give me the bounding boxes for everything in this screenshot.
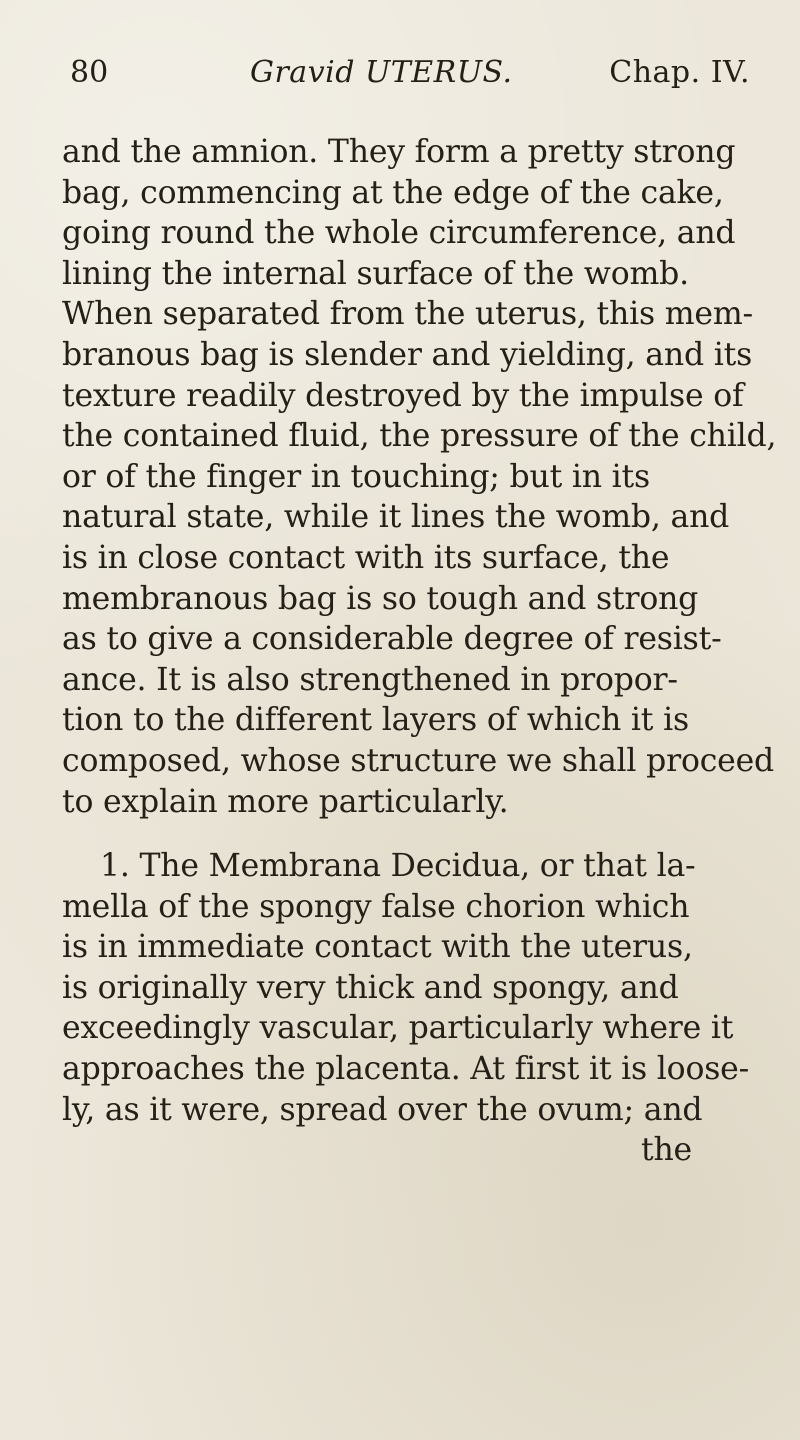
paragraph-2 bbox=[62, 846, 752, 1130]
text-line: exceedingly vascular, particularly where it bbox=[62, 1010, 734, 1047]
text-line: is originally very thick and spongy, and bbox=[62, 969, 679, 1006]
catchword: the bbox=[641, 1132, 692, 1169]
paragraph-gap bbox=[62, 822, 752, 846]
text-line: to explain more particularly. bbox=[62, 783, 509, 820]
text-line: texture readily destroyed by the impulse of bbox=[62, 377, 744, 414]
text-line: or of the finger in touching; but in its bbox=[62, 458, 650, 495]
text-line: ance. It is also strengthened in propor- bbox=[62, 661, 678, 698]
text-line: as to give a considerable degree of resist- bbox=[62, 621, 722, 658]
text-line: When separated from the uterus, this mem- bbox=[62, 296, 753, 333]
text-line: composed, whose structure we shall proceed bbox=[62, 742, 774, 779]
chapter-heading: Chap. IV. bbox=[609, 55, 750, 90]
text-line: is in close contact with its surface, the bbox=[62, 539, 670, 576]
text-line: tion to the different layers of which it is bbox=[62, 702, 689, 739]
text-line: lining the internal surface of the womb. bbox=[62, 255, 689, 292]
page-number: 80 bbox=[70, 55, 109, 90]
paragraph-1 bbox=[62, 132, 777, 822]
text-line: bag, commencing at the edge of the cake, bbox=[62, 174, 724, 211]
text-line: going round the whole circumference, and bbox=[62, 215, 736, 252]
text-line: natural state, while it lines the womb, and bbox=[62, 499, 730, 536]
running-head: Gravid UTERUS. bbox=[250, 55, 513, 90]
text-line: and the amnion. They form a pretty strong bbox=[62, 134, 736, 170]
text-line: membranous bag is so tough and strong bbox=[62, 580, 699, 617]
body-text bbox=[62, 132, 777, 1171]
page-header bbox=[70, 55, 750, 105]
text-line: mella of the spongy false chorion which bbox=[62, 888, 690, 925]
text-line: is in immediate contact with the uterus, bbox=[62, 929, 693, 966]
text-line: approaches the placenta. At first it is loose- bbox=[62, 1051, 750, 1088]
text-line: ly, as it were, spread over the ovum; and bbox=[62, 1091, 703, 1128]
text-line: branous bag is slender and yielding, and its bbox=[62, 336, 753, 373]
text-line: 1. The Membrana Decidua, or that la- bbox=[100, 848, 696, 885]
text-line: the contained fluid, the pressure of the child, bbox=[62, 418, 777, 455]
